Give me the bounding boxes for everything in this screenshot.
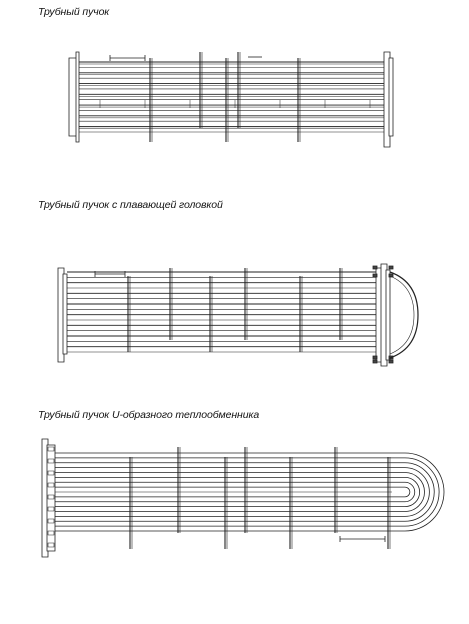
u-tube-bend <box>405 477 420 506</box>
left-flange-edge <box>76 52 79 142</box>
caption-u-tube-bundle: Трубный пучок U-образного теплообменника <box>38 409 260 421</box>
flange-bolt <box>389 360 393 363</box>
flange-bolt <box>373 274 377 277</box>
floating-head-bundle-drawing <box>0 260 469 370</box>
flange-bolt <box>373 356 377 359</box>
flange-bolt <box>373 360 377 363</box>
right-flange-edge <box>389 58 393 136</box>
floating-flange-edge <box>386 270 390 360</box>
flange-bolt <box>389 266 393 269</box>
flange-bolt <box>373 266 377 269</box>
left-flange-edge <box>63 274 67 354</box>
caption-tube-bundle: Трубный пучок <box>38 6 110 18</box>
u-tube-bundle-drawing <box>0 433 469 558</box>
u-tube-bend <box>405 487 410 497</box>
u-tube-bend <box>405 468 429 517</box>
caption-floating-head-bundle: Трубный пучок с плавающей головкой <box>38 199 223 211</box>
tube-bundle-drawing <box>0 40 469 160</box>
